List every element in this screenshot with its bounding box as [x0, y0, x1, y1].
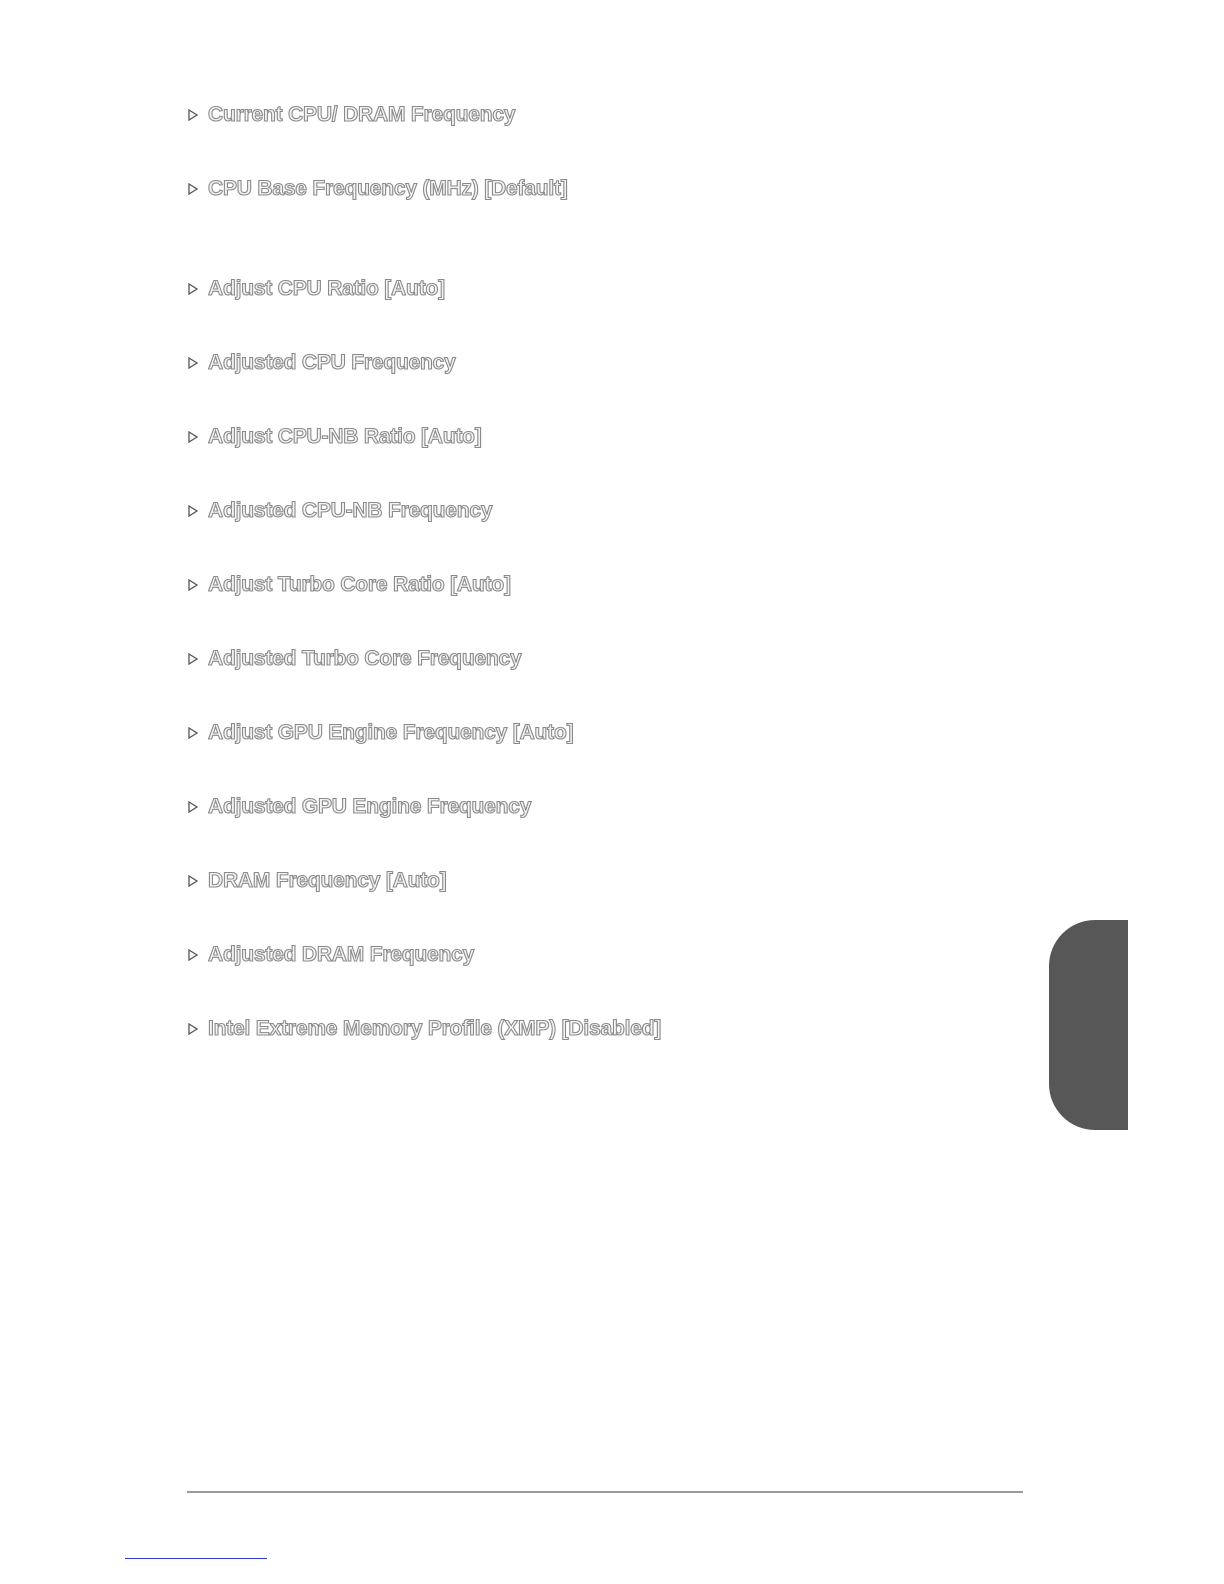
triangle-right-outline-icon [188, 283, 198, 295]
triangle-right-outline-icon [188, 727, 198, 739]
setting-label: Adjust CPU Ratio [Auto] [208, 277, 445, 300]
setting-current-cpu-dram-frequency [188, 100, 515, 130]
triangle-right-outline-icon [188, 653, 198, 665]
triangle-right-outline-icon [188, 875, 198, 887]
setting-dram-frequency [188, 866, 446, 896]
setting-adjust-gpu-engine-frequency [188, 718, 573, 748]
setting-label: Adjusted CPU-NB Frequency [208, 499, 493, 522]
setting-adjusted-turbo-core-frequency [188, 644, 522, 674]
setting-adjusted-dram-frequency [188, 940, 474, 970]
triangle-right-outline-icon [188, 801, 198, 813]
setting-adjusted-cpu-frequency [188, 348, 456, 378]
triangle-right-outline-icon [188, 505, 198, 517]
setting-label: DRAM Frequency [Auto] [208, 869, 447, 892]
setting-label: Adjusted CPU Frequency [208, 351, 456, 374]
setting-cpu-base-frequency [188, 174, 568, 204]
setting-label: Adjusted GPU Engine Frequency [208, 795, 532, 818]
triangle-right-outline-icon [188, 357, 198, 369]
footer-link-underline[interactable] [125, 1558, 267, 1559]
setting-adjusted-cpu-nb-frequency [188, 496, 492, 526]
setting-label: Current CPU/ DRAM Frequency [208, 103, 516, 126]
setting-label: Adjust CPU-NB Ratio [Auto] [208, 425, 482, 448]
setting-label: Intel Extreme Memory Profile (XMP) [Disabled] [208, 1017, 662, 1040]
footer-divider [187, 1491, 1023, 1493]
triangle-right-outline-icon [188, 109, 198, 121]
triangle-right-outline-icon [188, 1023, 198, 1035]
triangle-right-outline-icon [188, 183, 198, 195]
setting-label: CPU Base Frequency (MHz) [Default] [208, 177, 568, 200]
triangle-right-outline-icon [188, 949, 198, 961]
setting-adjusted-gpu-engine-frequency [188, 792, 531, 822]
setting-label: Adjusted Turbo Core Frequency [208, 647, 522, 670]
setting-intel-xmp [188, 1014, 661, 1044]
triangle-right-outline-icon [188, 579, 198, 591]
triangle-right-outline-icon [188, 431, 198, 443]
setting-adjust-cpu-nb-ratio [188, 422, 482, 452]
setting-adjust-cpu-ratio [188, 274, 445, 304]
setting-adjust-turbo-core-ratio [188, 570, 511, 600]
setting-label: Adjusted DRAM Frequency [208, 943, 475, 966]
chapter-side-tab [1049, 920, 1128, 1130]
setting-label: Adjust GPU Engine Frequency [Auto] [208, 721, 574, 744]
setting-label: Adjust Turbo Core Ratio [Auto] [208, 573, 511, 596]
